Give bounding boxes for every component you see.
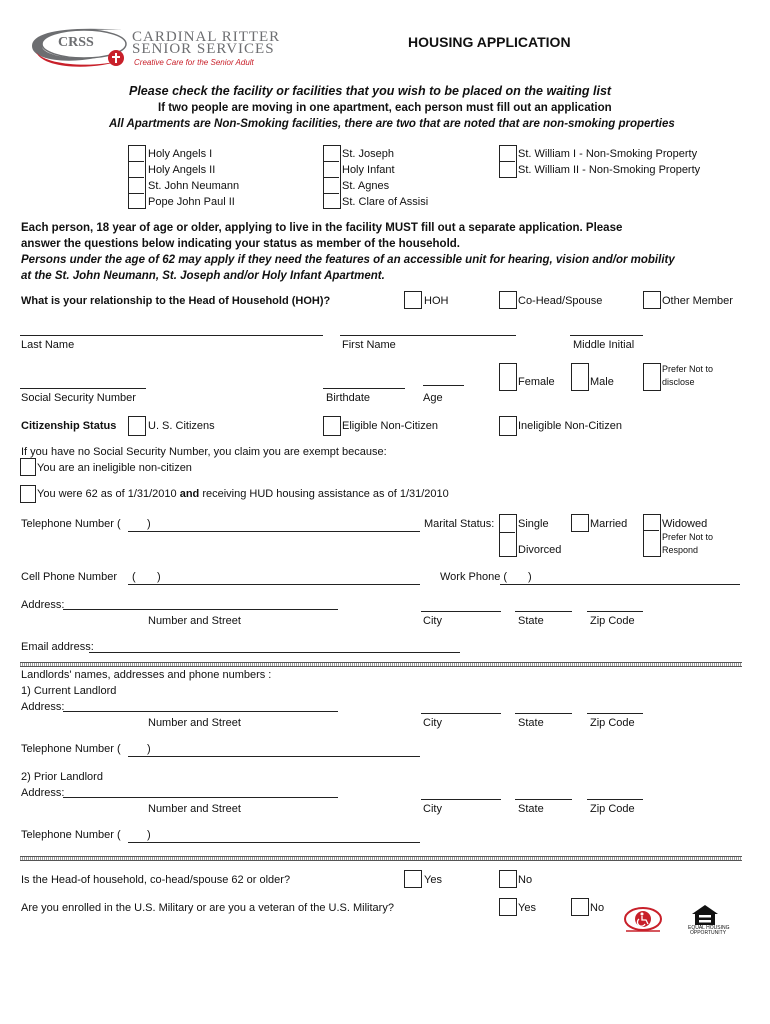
question-age-no-label: No [518,874,533,886]
age-label: Age [423,392,443,404]
relationship-cohead-label: Co-Head/Spouse [518,295,603,307]
logo-name-line1: CARDINAL RITTER [132,29,281,45]
relationship-cohead-checkbox[interactable] [499,291,517,309]
address-label: Address: [21,599,65,611]
logo [26,24,346,70]
intro-line2: If two people are moving in one apartment, each person must fill out an application [158,102,612,114]
prior-landlord-street-label: Number and Street [148,803,241,815]
address-city-label: City [423,615,442,627]
address-state-label: State [518,615,544,627]
marital-widowed-label: Widowed [662,518,708,530]
relationship-other-label: Other Member [662,295,733,307]
first-name-input[interactable] [340,335,516,336]
cell-phone-label: Cell Phone Number [21,571,117,583]
address-state-input[interactable] [515,611,572,612]
ssn-exempt-option2-bold: and [179,488,200,500]
current-landlord-state-label: State [518,717,544,729]
work-phone-label: Work Phone ( [440,571,508,583]
facility-st-joseph: St. Joseph [342,148,394,160]
citizenship-eligible-label: Eligible Non-Citizen [342,420,438,432]
question-military-yes-checkbox[interactable] [499,898,517,916]
work-phone-input[interactable] [500,584,740,585]
facility-st-william-2: St. William II - Non-Smoking Property [518,164,701,176]
citizenship-label: Citizenship Status [21,420,117,432]
landlords-heading: Landlords' names, addresses and phone numbers : [21,669,272,681]
last-name-label: Last Name [21,339,75,351]
current-landlord-telephone-label: Telephone Number ( [21,743,121,755]
gender-female-label: Female [518,376,555,388]
instructions-p2-line2: at the St. John Neumann, St. Joseph and/or Holy Infant Apartment. [21,270,385,282]
cell-phone-paren-close: ) [157,571,161,583]
facility-holy-infant: Holy Infant [342,164,395,176]
logo-name-line2: SENIOR SERVICES [132,41,275,57]
prior-landlord-city-input[interactable] [421,799,501,800]
equal-housing-line1: EQUAL HOUSING [688,925,730,931]
facility-holy-angels-1: Holy Angels I [148,148,213,160]
work-phone-paren-close: ) [528,571,532,583]
citizenship-ineligible-checkbox[interactable] [499,416,517,436]
question-military-no-checkbox[interactable] [571,898,589,916]
address-street-label: Number and Street [148,615,241,627]
current-landlord-street-input[interactable] [63,711,338,712]
citizenship-us-checkbox[interactable] [128,416,146,436]
gender-prefer-line2: disclose [662,377,695,387]
prior-landlord-telephone-close: ) [147,829,151,841]
marital-married-checkbox[interactable] [571,514,589,532]
intro-line3: All Apartments are Non-Smoking facilities, there are two that are noted that are non-smoking properties [109,118,675,130]
birthdate-input[interactable] [323,388,405,389]
instructions-p1-line1: Each person, 18 year of age or older, applying to live in the facility MUST fill out a separate application. Please [21,222,623,234]
ssn-exempt-option1-checkbox[interactable] [20,458,36,476]
cell-phone-input[interactable] [128,584,420,585]
prior-landlord-state-input[interactable] [515,799,572,800]
ssn-input[interactable] [20,388,146,389]
ssn-exempt-option2-post: receiving HUD housing assistance as of 1/31/2010 [199,488,449,500]
telephone-paren-close: ) [147,518,151,530]
facility-st-clare: St. Clare of Assisi [342,196,429,208]
ssn-exempt-option2-label [37,488,449,501]
first-name-label: First Name [342,339,396,351]
email-input[interactable] [89,652,460,653]
question-military-yes-label: Yes [518,902,536,914]
prior-landlord-label: 2) Prior Landlord [21,771,103,783]
relationship-hoh-checkbox[interactable] [404,291,422,309]
ssn-label: Social Security Number [21,392,136,404]
equal-housing-line2: OPPORTUNITY [690,930,727,936]
facility-holy-angels-2: Holy Angels II [148,164,216,176]
telephone-label: Telephone Number ( [21,518,121,530]
prior-landlord-state-label: State [518,803,544,815]
address-zip-input[interactable] [587,611,643,612]
email-label: Email address: [21,641,94,653]
accessibility-icon [622,905,664,935]
question-age-yes-label: Yes [424,874,442,886]
relationship-question: What is your relationship to the Head of Household (HOH)? [21,295,331,307]
prior-landlord-city-label: City [423,803,442,815]
relationship-other-checkbox[interactable] [643,291,661,309]
marital-single-checkbox[interactable] [499,514,517,557]
telephone-input[interactable] [128,531,420,532]
cell-phone-paren-open: ( [132,571,136,583]
address-city-input[interactable] [421,611,501,612]
last-name-input[interactable] [20,335,323,336]
address-street-input[interactable] [63,609,338,610]
logo-tagline: Creative Care for the Senior Adult [134,58,254,67]
prior-landlord-telephone-label: Telephone Number ( [21,829,121,841]
section-divider [20,662,742,667]
marital-widowed-checkbox[interactable] [643,514,661,557]
relationship-hoh-label: HOH [424,295,449,307]
birthdate-label: Birthdate [326,392,371,404]
gender-prefer-not-checkbox[interactable] [643,363,661,391]
current-landlord-state-input[interactable] [515,713,572,714]
question-military: Are you enrolled in the U.S. Military or are you a veteran of the U.S. Military? [21,902,394,914]
ssn-exempt-option1-label: You are an ineligible non-citizen [37,462,192,474]
facility-st-agnes: St. Agnes [342,180,390,192]
ssn-exempt-option2-pre: You were 62 as of 1/31/2010 [37,488,180,500]
instructions-p1-line2: answer the questions below indicating your status as member of the household. [21,238,460,250]
question-age-no-checkbox[interactable] [499,870,517,888]
current-landlord-telephone-input[interactable] [128,756,420,757]
marital-prefer-line1: Prefer Not to [662,532,714,542]
gender-female-checkbox[interactable] [499,363,517,391]
instructions-p2-line1: Persons under the age of 62 may apply if they need the features of an accessible unit for hearing, vision and/or mobility [21,254,675,266]
prior-landlord-zip-label: Zip Code [590,803,635,815]
current-landlord-city-input[interactable] [421,713,501,714]
marital-divorced-label: Divorced [518,544,562,556]
ssn-exempt-option2-checkbox[interactable] [20,485,36,503]
citizenship-us-label: U. S. Citizens [148,420,215,432]
current-landlord-label: 1) Current Landlord [21,685,117,697]
marital-label: Marital Status: [424,518,495,530]
address-zip-label: Zip Code [590,615,635,627]
gender-male-checkbox[interactable] [571,363,589,391]
current-landlord-zip-label: Zip Code [590,717,635,729]
equal-housing-icon [690,904,720,926]
question-age-yes-checkbox[interactable] [404,870,422,888]
marital-married-label: Married [590,518,628,530]
citizenship-ineligible-label: Ineligible Non-Citizen [518,420,622,432]
intro-heading: Please check the facility or facilities that you wish to be placed on the waiting list [129,84,612,98]
current-landlord-city-label: City [423,717,442,729]
citizenship-eligible-checkbox[interactable] [323,416,341,436]
prior-landlord-street-input[interactable] [63,797,338,798]
gender-prefer-line1: Prefer Not to [662,364,714,374]
ssn-exempt-question: If you have no Social Security Number, you claim you are exempt because: [21,446,387,458]
section-divider-2 [20,856,742,861]
facility-st-john-neumann: St. John Neumann [148,180,240,192]
gender-male-label: Male [590,376,614,388]
current-landlord-street-label: Number and Street [148,717,241,729]
marital-single-label: Single [518,518,549,530]
current-landlord-telephone-close: ) [147,743,151,755]
prior-landlord-address-label: Address: [21,787,65,799]
middle-initial-input[interactable] [570,335,643,336]
question-age-62: Is the Head-of household, co-head/spouse 62 or older? [21,874,291,886]
facility-st-william-1: St. William I - Non-Smoking Property [518,148,698,160]
logo-abbr: CRSS [58,35,94,50]
current-landlord-zip-input[interactable] [587,713,643,714]
marital-prefer-line2: Respond [662,545,699,555]
question-military-no-label: No [590,902,605,914]
prior-landlord-zip-input[interactable] [587,799,643,800]
middle-initial-label: Middle Initial [573,339,635,351]
age-input[interactable] [423,385,464,386]
prior-landlord-telephone-input[interactable] [128,842,420,843]
facility-pope-john-paul-2: Pope John Paul II [148,196,235,208]
page-title: HOUSING APPLICATION [408,34,571,50]
current-landlord-address-label: Address: [21,701,65,713]
